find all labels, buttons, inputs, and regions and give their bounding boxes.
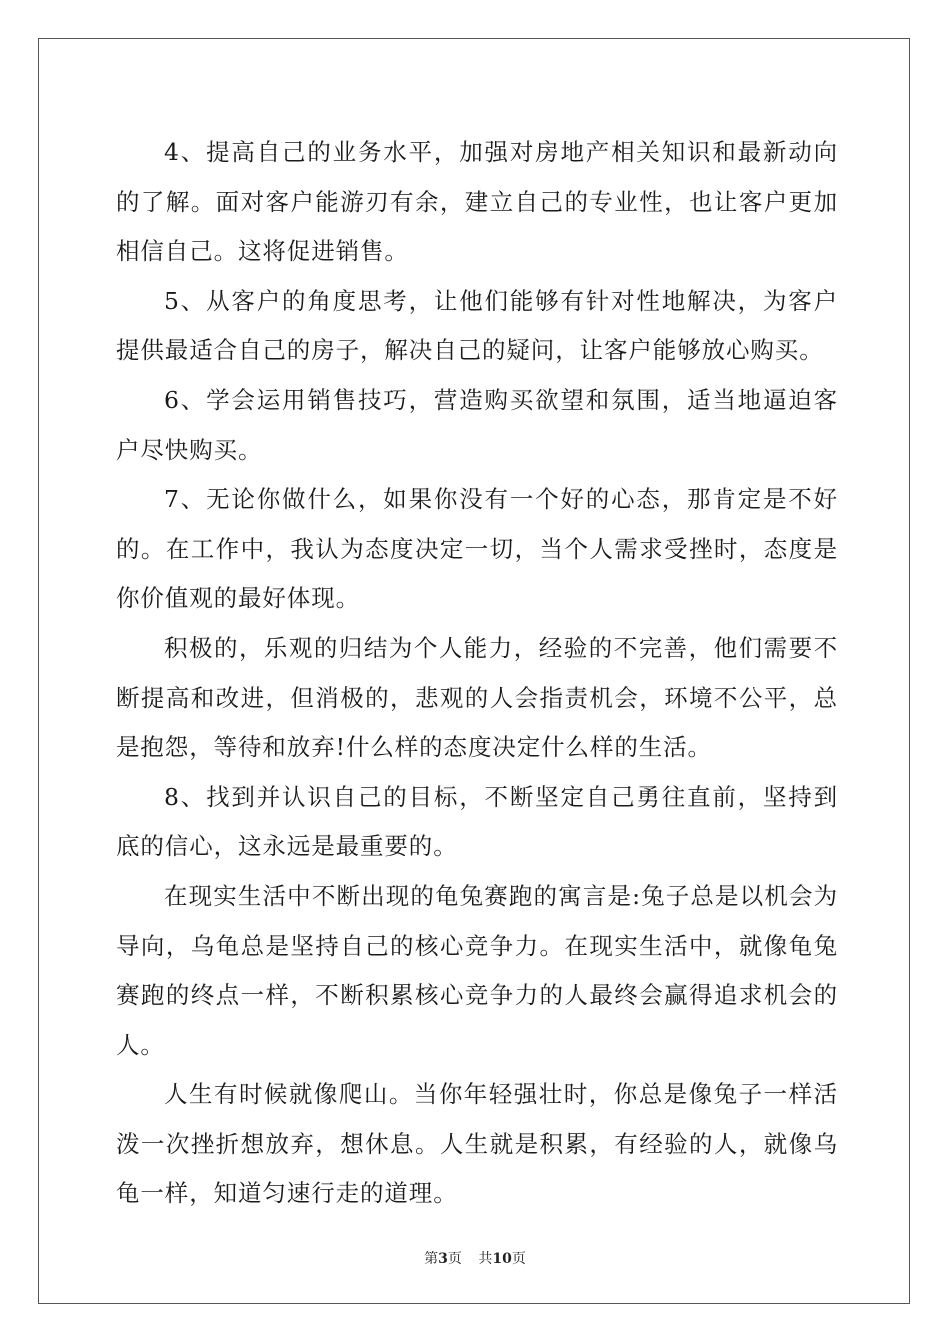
paragraph: 6、学会运用销售技巧，营造购买欲望和氛围，适当地逼迫客户尽快购买。 xyxy=(116,385,838,464)
paragraph: 在现实生活中不断出现的龟兔赛跑的寓言是:兔子总是以机会为导向，乌龟总是坚持自己的核心竞争力。在现实生活中，就像龟兔赛跑的终点一样，不断积累核心竞争力的人最终会赢得追求机会的人。 xyxy=(116,881,838,1059)
document-body xyxy=(116,128,838,1219)
paragraph: 7、无论你做什么，如果你没有一个好的心态，那肯定是不好的。在工作中，我认为态度决定一切，当个人需求受挫时，态度是你价值观的最好体现。 xyxy=(116,485,838,613)
current-page-number: 3 xyxy=(438,1251,448,1267)
current-page-indicator: 第3页 xyxy=(424,1251,462,1267)
paragraph: 4、提高自己的业务水平，加强对房地产相关知识和最新动向的了解。面对客户能游刃有余，建立自己的专业性，也让客户更加相信自己。这将促进销售。 xyxy=(116,138,838,266)
total-pages-indicator: 共10页 xyxy=(478,1251,526,1267)
total-page-count: 10 xyxy=(492,1251,512,1267)
paragraph: 人生有时候就像爬山。当你年轻强壮时，你总是像兔子一样活泼一次挫折想放弃，想休息。人生就是积累，有经验的人，就像乌龟一样，知道匀速行走的道理。 xyxy=(116,1080,838,1208)
page-footer xyxy=(0,1248,950,1268)
paragraph: 5、从客户的角度思考，让他们能够有针对性地解决，为客户提供最适合自己的房子，解决自己的疑问，让客户能够放心购买。 xyxy=(116,286,838,365)
paragraph: 8、找到并认识自己的目标，不断坚定自己勇往直前，坚持到底的信心，这永远是最重要的。 xyxy=(116,782,838,861)
paragraph: 积极的，乐观的归结为个人能力，经验的不完善，他们需要不断提高和改进，但消极的，悲观的人会指责机会，环境不公平，总是抱怨，等待和放弃!什么样的态度决定什么样的生活。 xyxy=(116,633,838,762)
